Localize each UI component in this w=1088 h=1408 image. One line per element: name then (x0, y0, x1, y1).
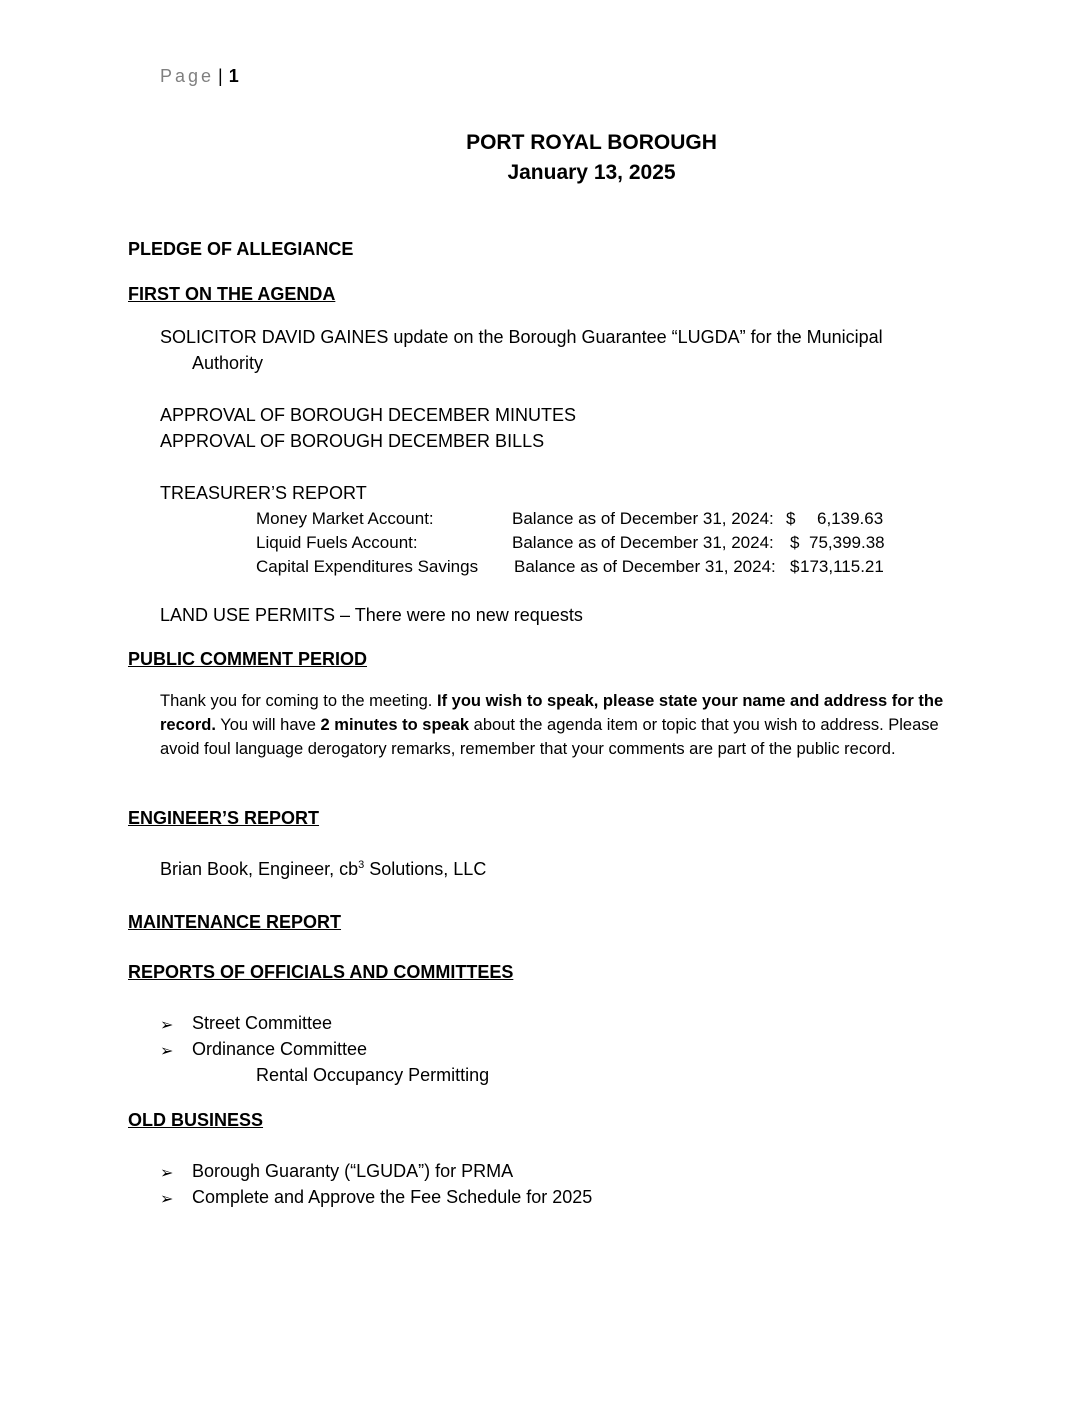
arrow-bullet-icon: ➢ (160, 1165, 174, 1182)
page-number-label (160, 66, 239, 87)
account-currency: $ (790, 557, 800, 576)
page-separator: | (218, 66, 223, 86)
arrow-bullet-icon: ➢ (160, 1017, 174, 1034)
pc-bold-time-limit: 2 minutes to speak (320, 716, 470, 734)
account-balance-label: Balance as of December 31, 2024: (512, 509, 774, 528)
pc-text: You will have (215, 716, 321, 734)
public-comment-paragraph (160, 689, 970, 761)
list-item: Complete and Approve the Fee Schedule for 2025 (192, 1187, 593, 1207)
engineer-line-suffix: Solutions, LLC (364, 859, 487, 879)
treasurer-report-heading: TREASURER’S REPORT (160, 483, 367, 503)
account-balance-label: Balance as of December 31, 2024: (514, 557, 776, 576)
account-currency: $ (790, 533, 800, 552)
approval-bills: APPROVAL OF BOROUGH DECEMBER BILLS (160, 431, 545, 451)
sub-list-item: Rental Occupancy Permitting (256, 1065, 490, 1085)
pledge-heading: PLEDGE OF ALLEGIANCE (128, 239, 354, 259)
maintenance-report-heading: MAINTENANCE REPORT (128, 912, 342, 932)
public-comment-heading: PUBLIC COMMENT PERIOD (128, 649, 368, 669)
page-word: Page (160, 66, 215, 86)
first-on-agenda-heading: FIRST ON THE AGENDA (128, 284, 336, 304)
officials-committees-heading: REPORTS OF OFFICIALS AND COMMITTEES (128, 962, 514, 982)
engineer-name-line (160, 859, 486, 880)
pc-text: about the agenda item or topic that you wish to address. Please avoid foul language derogatory remarks, remember that your comments are part of the public record. (160, 716, 939, 758)
list-item: Street Committee (192, 1013, 333, 1033)
account-name: Money Market Account: (256, 509, 434, 528)
approval-minutes: APPROVAL OF BOROUGH DECEMBER MINUTES (160, 405, 577, 425)
engineer-report-heading: ENGINEER’S REPORT (128, 808, 320, 828)
meeting-date: January 13, 2025 (507, 161, 676, 184)
land-use-permits: LAND USE PERMITS – There were no new requests (160, 605, 583, 625)
pc-text: Thank you for coming to the meeting. (160, 692, 437, 710)
account-amount: 6,139.63 (817, 509, 884, 528)
document-title: PORT ROYAL BOROUGH (466, 131, 717, 154)
engineer-line-prefix: Brian Book, Engineer, cb (160, 859, 359, 879)
solicitor-update-line1: SOLICITOR DAVID GAINES update on the Borough Guarantee “LUGDA” for the Municipal (160, 327, 883, 347)
list-item: Borough Guaranty (“LGUDA”) for PRMA (192, 1161, 514, 1181)
account-amount: 173,115.21 (800, 557, 884, 576)
account-balance-label: Balance as of December 31, 2024: (512, 533, 774, 552)
engineer-superscript: 3 (358, 859, 365, 871)
old-business-heading: OLD BUSINESS (128, 1110, 264, 1130)
list-item: Ordinance Committee (192, 1039, 368, 1059)
solicitor-update-line2: Authority (192, 353, 264, 373)
account-amount: 75,399.38 (809, 533, 885, 552)
account-name: Liquid Fuels Account: (256, 533, 418, 552)
arrow-bullet-icon: ➢ (160, 1043, 174, 1060)
page-number: 1 (228, 66, 239, 86)
pc-bold-instruction: If you wish to speak, please state your name and address for the record. (160, 692, 944, 734)
account-currency: $ (786, 509, 796, 528)
arrow-bullet-icon: ➢ (160, 1191, 174, 1208)
account-name: Capital Expenditures Savings (256, 557, 479, 576)
